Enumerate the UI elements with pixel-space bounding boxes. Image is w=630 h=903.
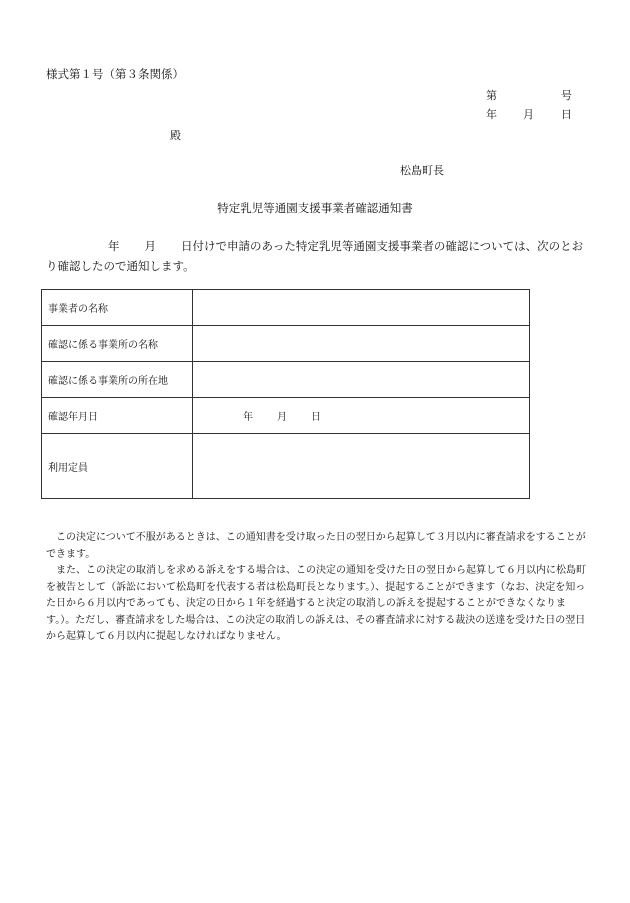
confirmation-date-month-label: 月 xyxy=(277,412,287,423)
table-row xyxy=(42,326,530,362)
document-number-suffix: 号 xyxy=(561,89,572,102)
appeal-notice xyxy=(46,530,586,646)
intro-text: 日付けで申請のあった特定乳児等通園支援事業者の確認については、次のとおり確認したので通知します。 xyxy=(46,239,584,273)
issue-date-year-label: 年 xyxy=(486,108,497,121)
issue-date-day-label: 日 xyxy=(561,108,572,121)
intro-month-label: 月 xyxy=(144,239,156,253)
facility-address-value xyxy=(193,362,530,398)
document-number-prefix: 第 xyxy=(486,89,497,102)
business-name-label: 事業者の名称 xyxy=(42,290,193,326)
document-title: 特定乳児等通園支援事業者確認通知書 xyxy=(217,201,413,215)
issue-date-month-label: 月 xyxy=(523,108,534,121)
facility-name-value xyxy=(193,326,530,362)
addressee-suffix: 殿 xyxy=(170,129,181,142)
table-row xyxy=(42,434,530,499)
facility-address-label: 確認に係る事業所の所在地 xyxy=(42,362,193,398)
capacity-value xyxy=(193,434,530,499)
business-name-value xyxy=(193,290,530,326)
confirmation-date-label: 確認年月日 xyxy=(42,398,193,434)
confirmation-table xyxy=(41,289,530,499)
appeal-notice-paragraph-2: また、この決定の取消しを求める訴えをする場合は、この決定の通知を受けた日の翌日から起算して６月以内に松島町を被告として（訴訟において松島町を代表する者は松島町長となります。）、提起することができます（なお、決定を知った日から６月以内であっても、決定の日から１年を経過すると決定の取消しの訴えを提起することができなくなります。）。ただし、審査請求をした場合は、この決定の取消しの訴えは、その審査請求に対する裁決の送達を受けた日の翌日から起算して６月以内に提起しなければなりません。 xyxy=(46,565,586,642)
facility-name-label: 確認に係る事業所の名称 xyxy=(42,326,193,362)
intro-year-label: 年 xyxy=(108,239,120,253)
issuer-name: 松島町長 xyxy=(400,164,444,177)
confirmation-date-value xyxy=(193,398,530,434)
intro-paragraph xyxy=(46,236,586,276)
confirmation-date-year-label: 年 xyxy=(243,412,253,423)
table-row xyxy=(42,290,530,326)
form-number: 様式第１号（第３条関係） xyxy=(46,67,184,81)
appeal-notice-paragraph-1: この決定について不服があるときは、この通知書を受け取った日の翌日から起算して３月以内に審査請求をすることができます。 xyxy=(46,532,586,560)
confirmation-date-day-label: 日 xyxy=(311,412,321,423)
capacity-label: 利用定員 xyxy=(42,434,193,499)
table-row xyxy=(42,362,530,398)
table-row xyxy=(42,398,530,434)
